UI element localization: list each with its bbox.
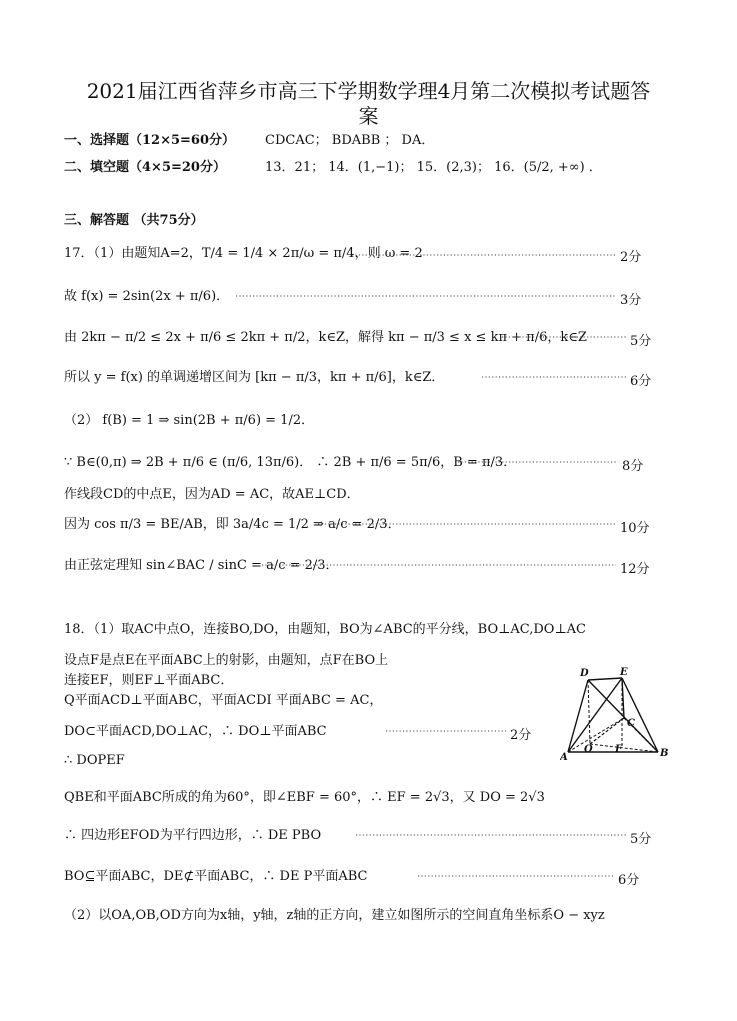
label-o: O xyxy=(584,744,593,755)
q17-line: 作线段CD的中点E，因为AD = AC，故AE⊥CD． xyxy=(64,487,360,502)
label-a: A xyxy=(560,752,568,763)
score-label: 12分 xyxy=(620,562,650,577)
score-label: 5分 xyxy=(630,334,652,349)
q17-line: 17．（1）由题知A=2，T/4 = 1/4 × 2π/ω = π/4，则 ω = 2 xyxy=(64,246,423,261)
section-choice-answers: CDCAC； BDABB ； DA． xyxy=(265,133,435,148)
geometry-figure xyxy=(560,660,680,770)
q18-line: DO⊂平面ACD,DO⊥AC，∴ DO⊥平面ABC xyxy=(64,724,327,739)
q17-line: ∵ B∈(0,π) ⇒ 2B + π/6 ∈ (π/6, 13π/6)． ∴ 2B + π/6 = 5π/6，B = π/3． xyxy=(64,455,517,470)
label-d: D xyxy=(580,668,589,679)
q18-line: 18．（1）取AC中点O，连接BO,DO，由题知，BO为∠ABC的平分线，BO⊥AC,DO⊥AC xyxy=(64,622,587,637)
q18-line: （2）以OA,OB,OD方向为x轴，y轴，z轴的正方向，建立如图所示的空间直角坐标系O − xyz xyxy=(64,908,605,923)
q17-line: 故 f(x) = 2sin(2x + π/6)． xyxy=(64,289,230,304)
q17-line: 因为 cos π/3 = BE/AB，即 3a/4c = 1/2 ⇒ a/c = 2/3． xyxy=(64,517,401,532)
q18-line: QBE和平面ABC所成的角为60°，即∠EBF = 60°，∴ EF = 2√3，又 DO = 2√3 xyxy=(64,790,545,805)
score-label: 6分 xyxy=(618,873,640,888)
q18-line: 设点F是点E在平面ABC上的射影，由题知，点F在BO上 xyxy=(64,653,389,668)
score-label: 8分 xyxy=(622,459,644,474)
score-label: 2分 xyxy=(510,728,532,743)
section-fill-label: 二、填空题（4×5=20分） xyxy=(64,160,226,175)
q18-line: BO⊆平面ABC，DE⊄平面ABC，∴ DE P平面ABC xyxy=(64,869,368,884)
page-title-cont: 案 xyxy=(358,104,379,128)
label-f: F xyxy=(615,744,623,755)
q17-line: 由 2kπ − π/2 ≤ 2x + π/6 ≤ 2kπ + π/2，k∈Z，解得 kπ − π/3 ≤ x ≤ kπ + π/6，k∈Z xyxy=(64,330,587,345)
section-choice-label: 一、选择题（12×5=60分） xyxy=(64,133,236,148)
section-fill-answers: 13．21； 14．(1,−1)； 15．(2,3)； 16．(5/2, +∞) ． xyxy=(265,160,602,175)
section-solve-label: 三、解答题 （共75分） xyxy=(64,213,204,228)
q17-line: 由正弦定理知 sin∠BAC / sinC = a/c = 2/3． xyxy=(64,558,339,573)
score-label: 10分 xyxy=(620,521,650,536)
label-b: B xyxy=(660,748,669,759)
label-c: C xyxy=(627,718,635,729)
q18-line: ∴ DOPEF xyxy=(64,753,125,768)
q17-line: 所以 y = f(x) 的单调递增区间为 [kπ − π/3，kπ + π/6]，k∈Z． xyxy=(64,370,445,385)
score-label: 5分 xyxy=(630,832,652,847)
score-label: 3分 xyxy=(620,293,642,308)
q17-line: （2） f(B) = 1 ⇒ sin(2B + π/6) = 1/2． xyxy=(64,413,315,428)
score-label: 2分 xyxy=(620,250,642,265)
q18-line: Q平面ACD⊥平面ABC，平面ACDI 平面ABC = AC， xyxy=(64,693,383,708)
q18-line: 连接EF，则EF⊥平面ABC． xyxy=(64,673,234,688)
score-label: 6分 xyxy=(630,374,652,389)
page-title: 2021届江西省萍乡市高三下学期数学理4月第二次模拟考试题答 xyxy=(86,79,651,103)
label-e: E xyxy=(620,667,628,678)
q18-line: ∴ 四边形EFOD为平行四边形，∴ DE PBO xyxy=(64,828,322,843)
